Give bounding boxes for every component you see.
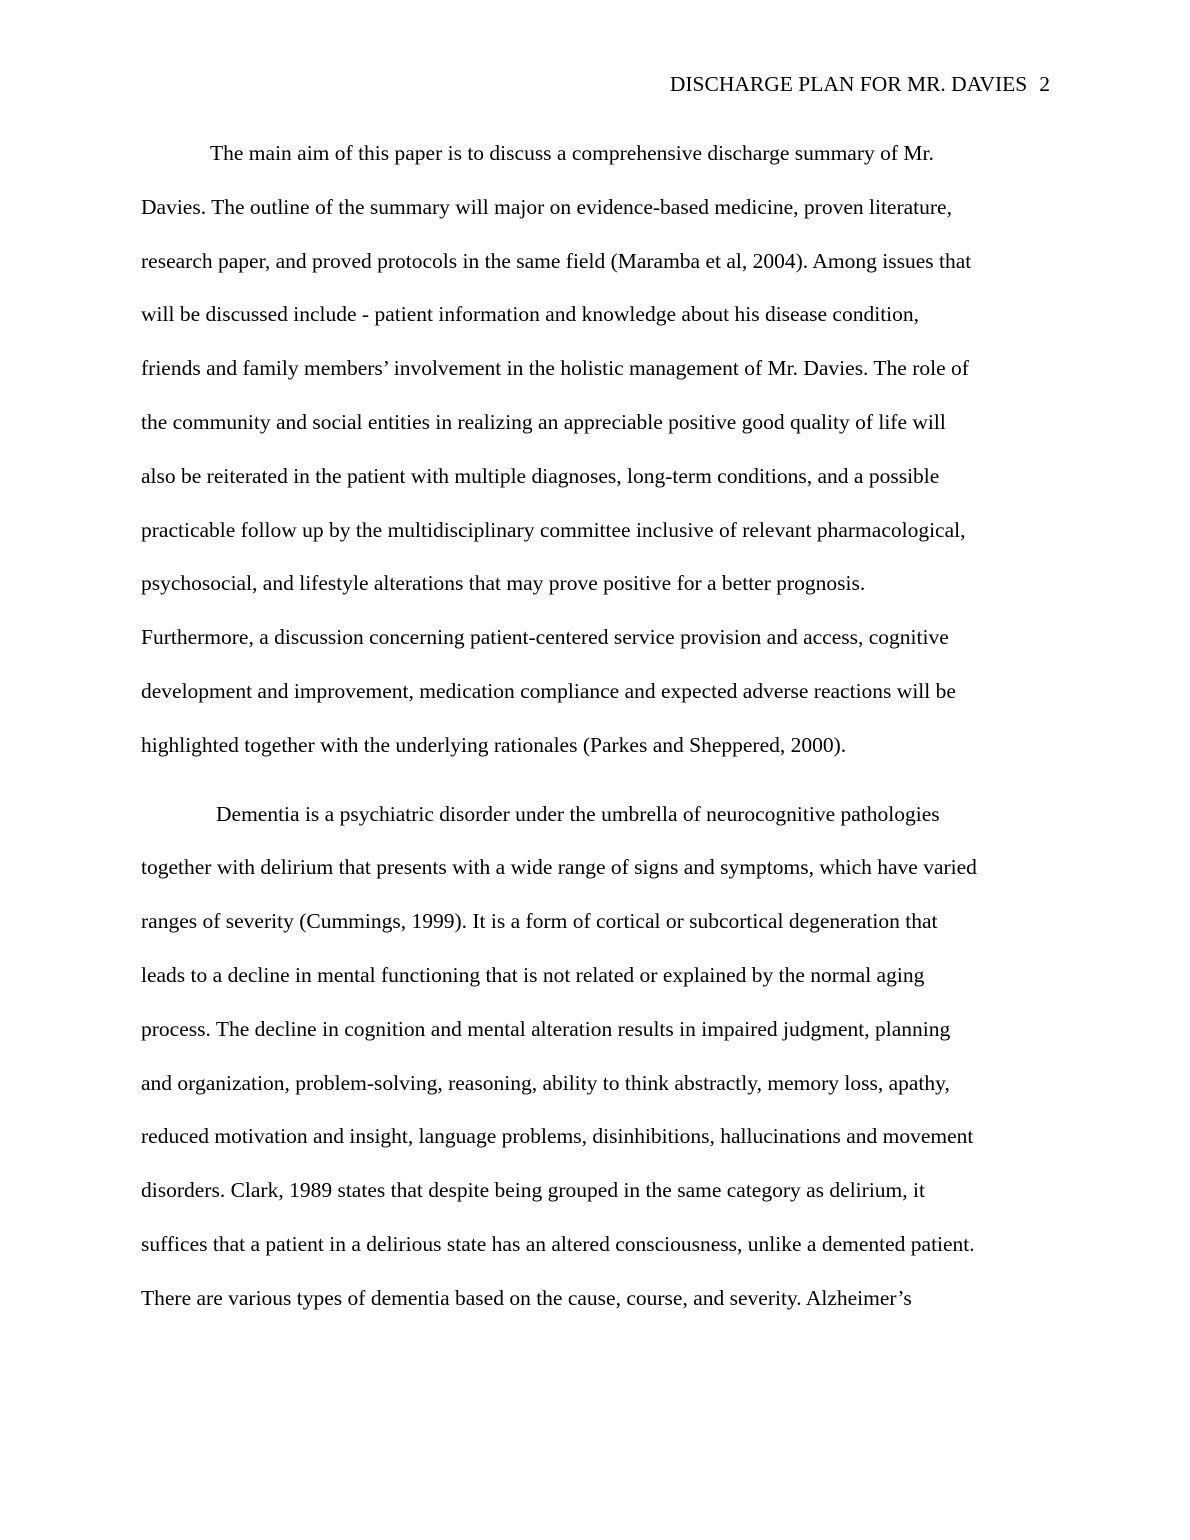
text-line: also be reiterated in the patient with multiple diagnoses, long-term conditions, and a possible — [141, 463, 940, 488]
text-line: and organization, problem-solving, reasoning, ability to think abstractly, memory loss, apathy, — [141, 1070, 950, 1095]
text-line: practicable follow up by the multidisciplinary committee inclusive of relevant pharmacological, — [141, 517, 966, 542]
text-line: together with delirium that presents with a wide range of signs and symptoms, which have varied — [141, 855, 977, 880]
text-line: The main aim of this paper is to discuss a comprehensive discharge summary of Mr. — [210, 141, 934, 165]
paragraph-spacing — [141, 773, 1053, 788]
text-line: friends and family members’ involvement in the holistic management of Mr. Davies. The role of — [141, 356, 969, 381]
text-line: Dementia is a psychiatric disorder under the umbrella of neurocognitive pathologies — [216, 801, 940, 826]
page-number: 2 — [1039, 72, 1050, 96]
text-line: development and improvement, medication compliance and expected adverse reactions will be — [141, 678, 956, 703]
text-line: psychosocial, and lifestyle alterations that may prove positive for a better prognosis. — [141, 571, 866, 596]
text-line: leads to a decline in mental functioning that is not related or explained by the normal aging — [141, 962, 925, 987]
text-line: Furthermore, a discussion concerning patient-centered service provision and access, cognitive — [141, 625, 949, 650]
text-line: disorders. Clark, 1989 states that despite being grouped in the same category as delirium, it — [141, 1178, 925, 1203]
text-line: process. The decline in cognition and mental alteration results in impaired judgment, planning — [141, 1016, 951, 1041]
running-head-title: DISCHARGE PLAN FOR MR. DAVIES — [669, 72, 1028, 96]
text-line: will be discussed include - patient information and knowledge about his disease condition, — [141, 302, 920, 327]
body-text — [141, 127, 1053, 1326]
text-line: suffices that a patient in a delirious state has an altered consciousness, unlike a demented patient. — [141, 1231, 975, 1256]
paragraph-dementia — [141, 788, 1053, 1326]
text-line: There are various types of dementia based on the cause, course, and severity. Alzheimer’s — [141, 1285, 912, 1310]
text-line: research paper, and proved protocols in the same field (Maramba et al, 2004). Among issues that — [141, 248, 972, 273]
text-line: reduced motivation and insight, language problems, disinhibitions, hallucinations and movement — [141, 1124, 974, 1149]
paragraph-introduction — [141, 127, 1053, 773]
running-head — [670, 70, 1050, 98]
text-line: ranges of severity (Cummings, 1999). It is a form of cortical or subcortical degeneration that — [141, 909, 938, 934]
text-line: Davies. The outline of the summary will major on evidence-based medicine, proven literature, — [141, 194, 952, 219]
text-line: highlighted together with the underlying rationales (Parkes and Sheppered, 2000). — [141, 732, 847, 757]
text-line: the community and social entities in realizing an appreciable positive good quality of life will — [141, 409, 946, 434]
